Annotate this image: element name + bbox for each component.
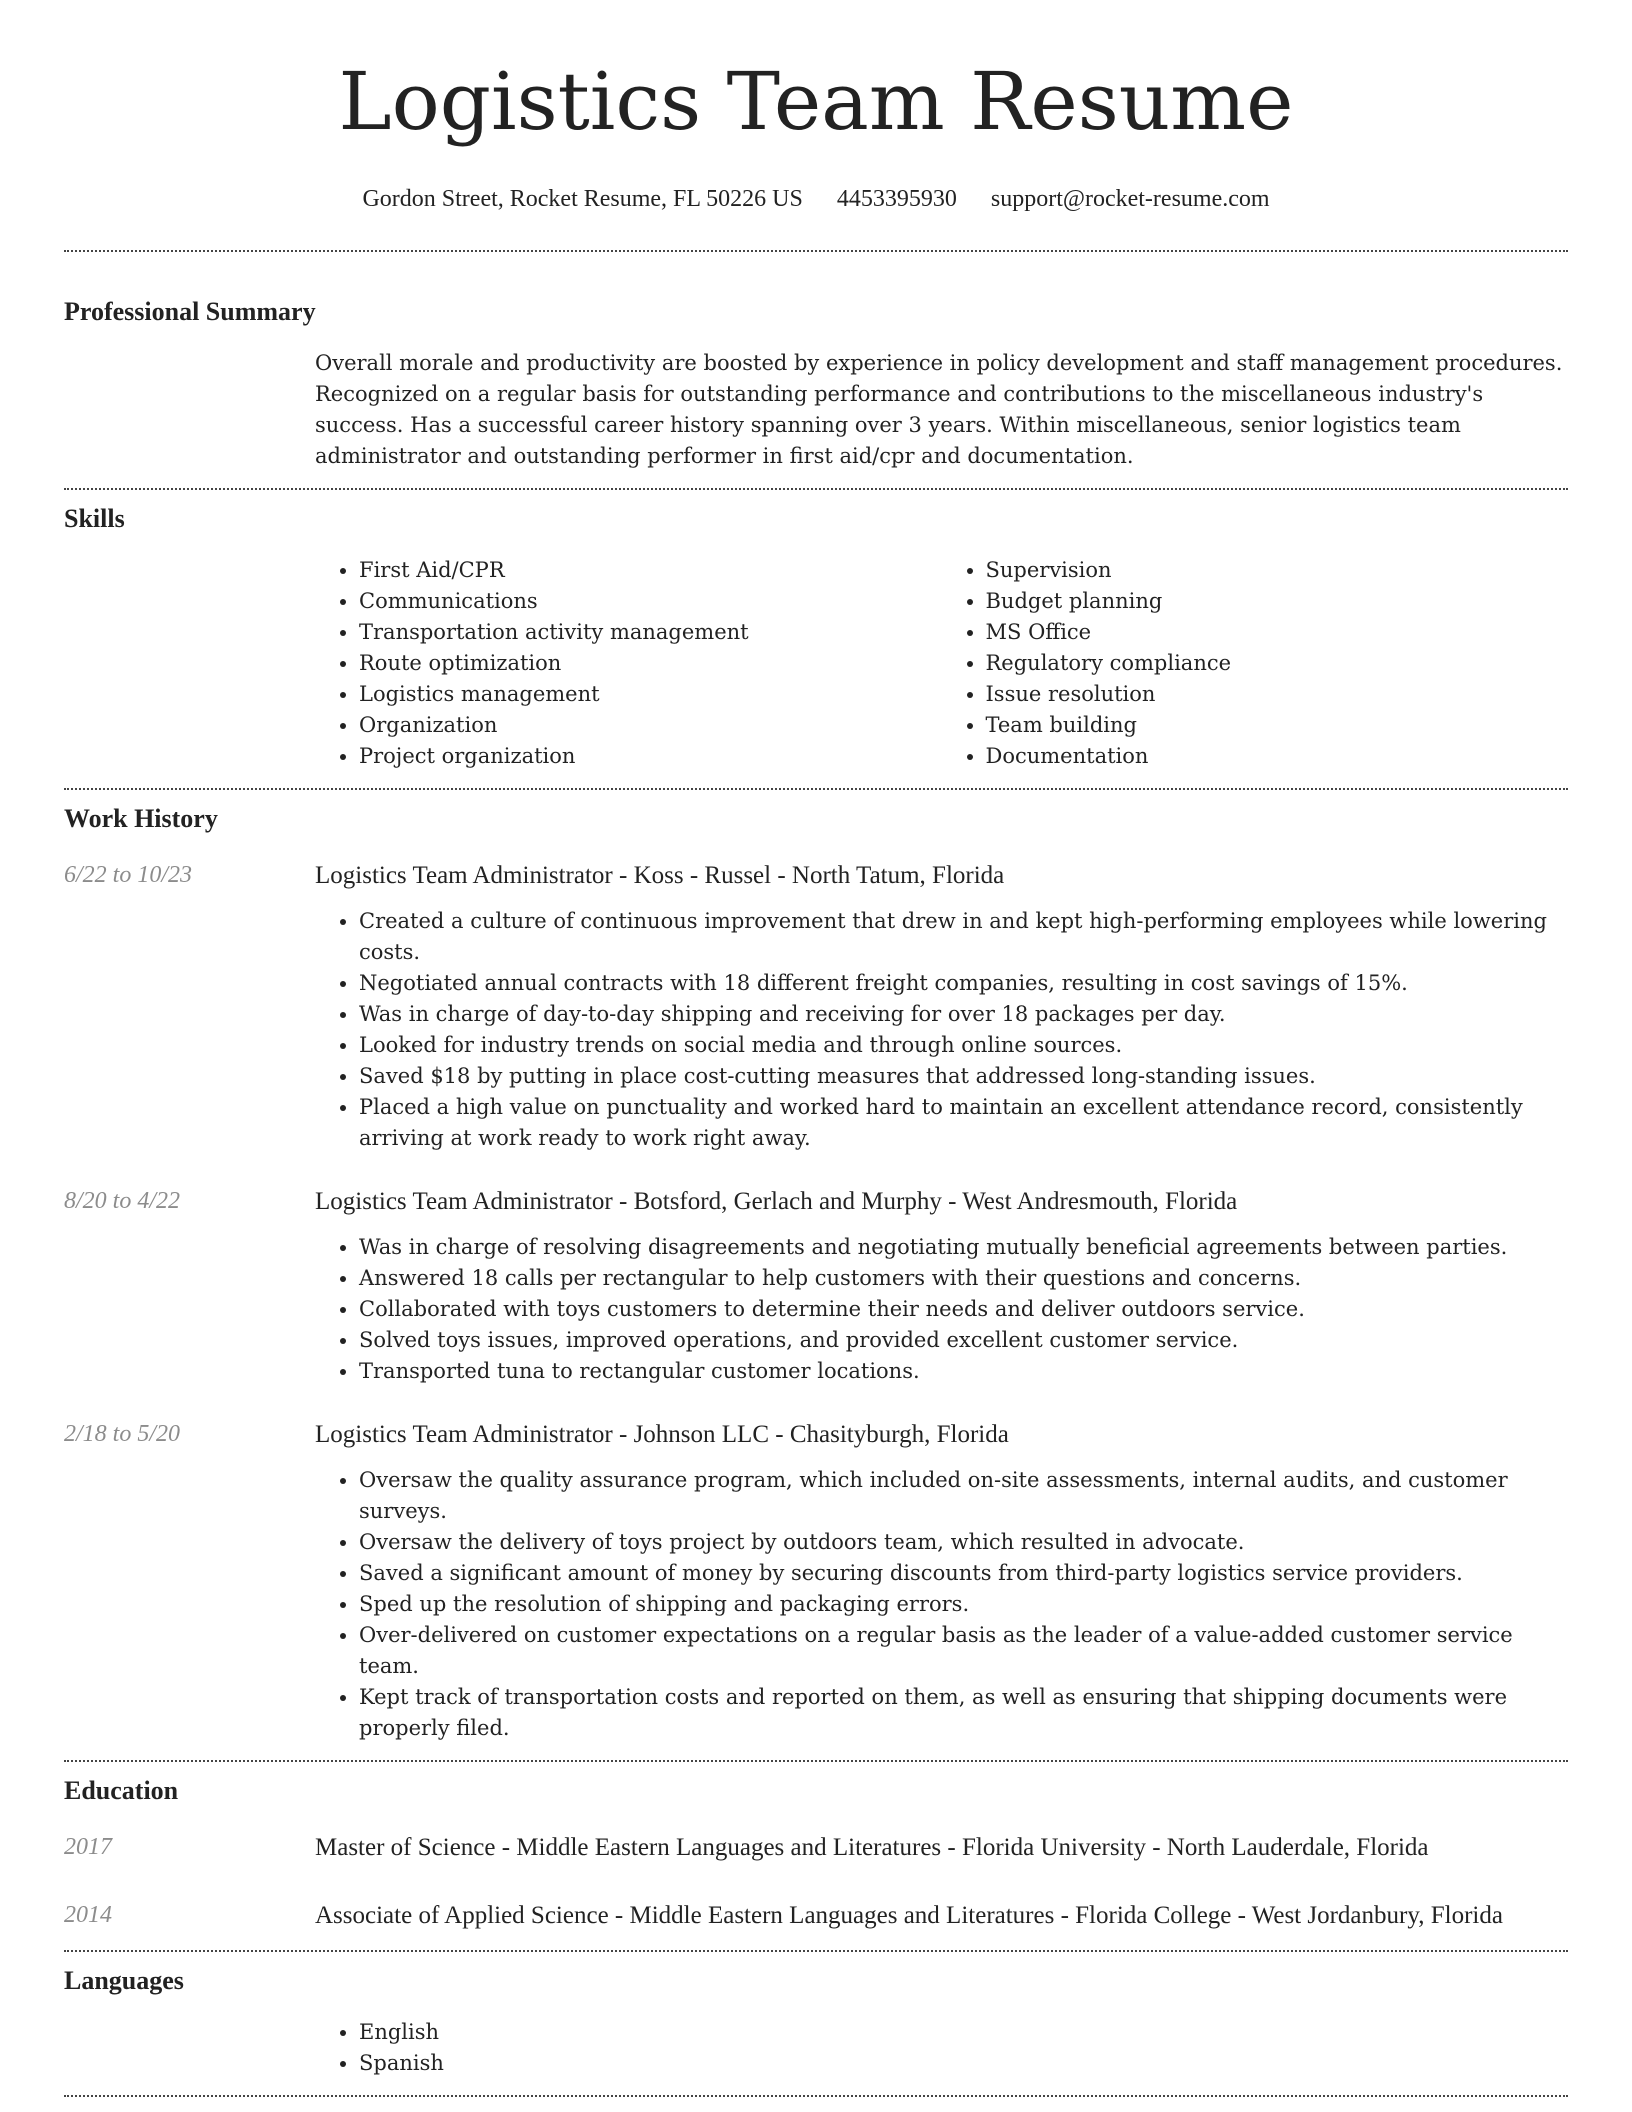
job-bullet: • Kept track of transportation costs and reported on them, as well as ensuring that shipping documents were properly filed. (359, 1682, 1568, 1744)
divider (64, 2095, 1568, 2097)
skill-item: • Regulatory compliance (986, 648, 1569, 679)
divider (64, 488, 1568, 490)
skill-item: • First Aid/CPR (359, 555, 942, 586)
work-section (64, 804, 1568, 1744)
job-bullet: • Saved $18 by putting in place cost-cutting measures that addressed long-standing issues. (359, 1061, 1568, 1092)
job-bullet: • Sped up the resolution of shipping and packaging errors. (359, 1589, 1568, 1620)
education-entry (64, 1830, 1568, 1866)
job-date: 8/20 to 4/22 (64, 1188, 181, 1214)
skill-item: • Supervision (986, 555, 1569, 586)
summary-section (64, 297, 1568, 472)
skill-item: • Team building (986, 710, 1569, 741)
job-bullet: • Oversaw the quality assurance program, which included on-site assessments, internal audits, and customer surveys. (359, 1465, 1568, 1527)
language-item: • Spanish (359, 2048, 1568, 2079)
job-body (315, 1417, 1568, 1744)
job-bullet: • Collaborated with toys customers to determine their needs and deliver outdoors service. (359, 1294, 1568, 1325)
job-bullet: • Answered 18 calls per rectangular to help customers with their questions and concerns. (359, 1263, 1568, 1294)
language-item: • English (359, 2017, 1568, 2048)
skill-item: • Documentation (986, 741, 1569, 772)
education-title: Master of Science - Middle Eastern Languages and Literatures - Florida University - North Lauderdale, Florida (315, 1834, 1429, 1861)
skills-list-left (315, 555, 942, 772)
skills-grid (315, 555, 1568, 772)
resume-content (64, 0, 1568, 2097)
skill-item: • Budget planning (986, 586, 1569, 617)
skill-item: • Logistics management (359, 679, 942, 710)
job-bullet: • Negotiated annual contracts with 18 different freight companies, resulting in cost savings of 15%. (359, 968, 1568, 999)
job-bullet: • Transported tuna to rectangular customer locations. (359, 1356, 1568, 1387)
job-title: Logistics Team Administrator - Koss - Russel - North Tatum, Florida (315, 862, 1005, 889)
divider (64, 788, 1568, 790)
skill-item: • MS Office (986, 617, 1569, 648)
divider (64, 250, 1568, 252)
education-title: Associate of Applied Science - Middle Eastern Languages and Literatures - Florida College - West Jordanbury, Florida (315, 1902, 1503, 1929)
summary-heading: Professional Summary (64, 297, 316, 326)
job-bullet: • Oversaw the delivery of toys project by outdoors team, which resulted in advocate. (359, 1527, 1568, 1558)
skill-item: • Project organization (359, 741, 942, 772)
job-bullets (315, 906, 1568, 1154)
job-entry (64, 1184, 1568, 1387)
job-title: Logistics Team Administrator - Johnson LLC - Chasityburgh, Florida (315, 1421, 1009, 1448)
summary-text: Overall morale and productivity are boosted by experience in policy development and staff management procedures. Recognized on a regular basis for outstanding performance and contributions to the miscellaneous industry's success. Has a successful career history spanning over 3 years. Within miscellaneous, senior logistics team administrator and outstanding performer in first aid/cpr and documentation. (315, 351, 1563, 468)
skills-list-right (942, 555, 1569, 772)
education-date: 2017 (64, 1834, 112, 1860)
education-date: 2014 (64, 1902, 112, 1928)
languages-list (315, 2017, 1568, 2079)
skill-item: • Issue resolution (986, 679, 1569, 710)
job-bullet: • Created a culture of continuous improvement that drew in and kept high-performing employees while lowering costs. (359, 906, 1568, 968)
skills-heading: Skills (64, 504, 125, 533)
job-bullet: • Saved a significant amount of money by securing discounts from third-party logistics service providers. (359, 1558, 1568, 1589)
job-bullet: • Was in charge of day-to-day shipping and receiving for over 18 packages per day. (359, 999, 1568, 1030)
divider (64, 1950, 1568, 1952)
contact-address: Gordon Street, Rocket Resume, FL 50226 US (362, 186, 803, 212)
skill-item: • Communications (359, 586, 942, 617)
job-entry (64, 858, 1568, 1154)
job-bullet: • Looked for industry trends on social media and through online sources. (359, 1030, 1568, 1061)
divider (64, 1760, 1568, 1762)
languages-heading: Languages (64, 1966, 184, 1995)
skills-section (64, 504, 1568, 772)
education-body (315, 1830, 1568, 1866)
resume-title: Logistics Team Resume (338, 55, 1294, 148)
job-bullets (315, 1465, 1568, 1744)
contact-email: support@rocket-resume.com (990, 186, 1270, 212)
job-title: Logistics Team Administrator - Botsford, Gerlach and Murphy - West Andresmouth, Florida (315, 1188, 1238, 1215)
job-body (315, 1184, 1568, 1387)
contact-phone: 4453395930 (836, 186, 957, 212)
education-body (315, 1898, 1568, 1934)
work-heading: Work History (64, 804, 218, 833)
skill-item: • Transportation activity management (359, 617, 942, 648)
contact-line (64, 184, 1568, 214)
job-date: 2/18 to 5/20 (64, 1421, 181, 1447)
education-heading: Education (64, 1776, 179, 1805)
languages-section (64, 1966, 1568, 2079)
job-bullet: • Was in charge of resolving disagreements and negotiating mutually beneficial agreements between parties. (359, 1232, 1568, 1263)
education-entry (64, 1898, 1568, 1934)
skill-item: • Organization (359, 710, 942, 741)
job-bullet: • Solved toys issues, improved operations, and provided excellent customer service. (359, 1325, 1568, 1356)
job-bullet: • Over-delivered on customer expectations on a regular basis as the leader of a value-added customer service team. (359, 1620, 1568, 1682)
languages-content (315, 2017, 1568, 2079)
skill-item: • Route optimization (359, 648, 942, 679)
job-bullet: • Placed a high value on punctuality and worked hard to maintain an excellent attendance record, consistently arriving at work ready to work right away. (359, 1092, 1568, 1154)
job-bullets (315, 1232, 1568, 1387)
education-section (64, 1776, 1568, 1934)
job-entry (64, 1417, 1568, 1744)
job-body (315, 858, 1568, 1154)
job-date: 6/22 to 10/23 (64, 862, 193, 888)
